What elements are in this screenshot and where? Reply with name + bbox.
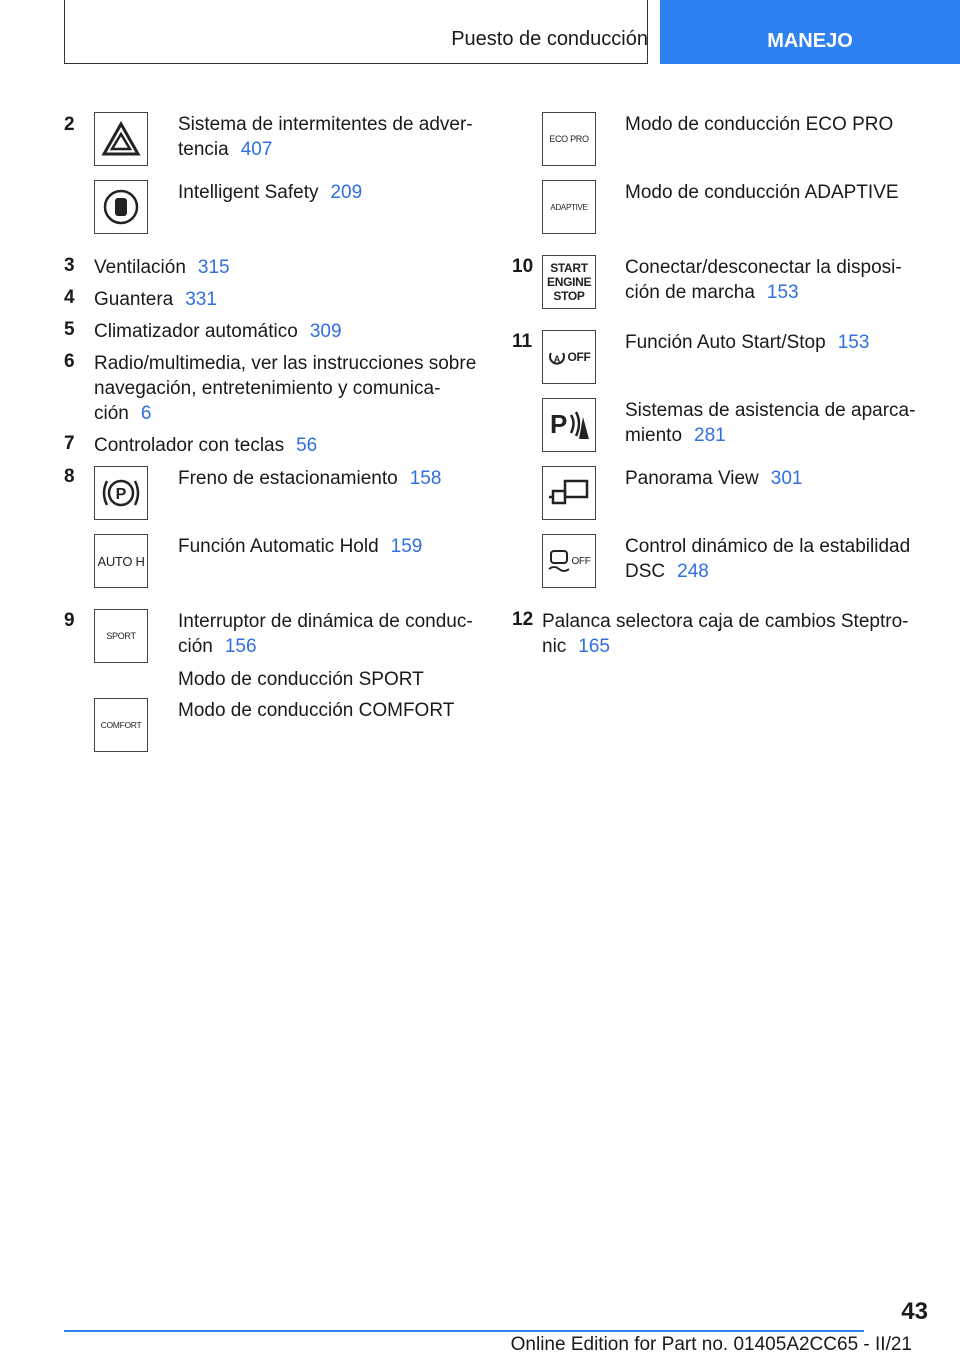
item-number: 5 (64, 319, 75, 340)
list-item: Modo de conducción ADAPTIVE (625, 182, 899, 203)
list-item: Sistema de intermitentes de adver- tencia 407 (178, 114, 473, 160)
list-item: Modo de conducción ECO PRO (625, 114, 894, 135)
sport-mode-icon: SPORT (94, 609, 148, 663)
park-assist-icon (542, 398, 596, 452)
adaptive-mode-icon: ADAPTIVE (542, 180, 596, 234)
svg-text:P: P (115, 486, 127, 503)
list-item: Panorama View 301 (625, 468, 803, 489)
page-ref-link[interactable]: 315 (197, 257, 230, 278)
auto-start-stop-off-icon: A OFF (542, 330, 596, 384)
header-chapter-tab[interactable]: MANEJO (660, 0, 960, 64)
list-item: Guantera 331 (94, 289, 217, 310)
panorama-view-icon (542, 466, 596, 520)
item-number: 10 (512, 256, 534, 277)
intelligent-safety-icon (94, 180, 148, 234)
item-number: 6 (64, 351, 75, 372)
page-ref-link[interactable]: 159 (390, 536, 423, 557)
list-item: Ventilación 315 (94, 257, 230, 278)
auto-hold-icon: AUTO H (94, 534, 148, 588)
list-item: Radio/multimedia, ver las instrucciones sobre navegación, entretenimiento y comunica- ción 6 (94, 353, 477, 424)
page-ref-link[interactable]: 309 (309, 321, 342, 342)
item-number: 12 (512, 609, 534, 630)
list-item: Función Auto Start/Stop 153 (625, 332, 870, 353)
page-ref-link[interactable]: 153 (766, 282, 799, 303)
list-item: Freno de estacionamiento 158 (178, 468, 442, 489)
page-ref-link[interactable]: 248 (677, 561, 709, 582)
page-ref-link[interactable]: 407 (240, 139, 273, 160)
header-section-title: Puesto de conducción (451, 28, 648, 50)
footer-edition-text: Online Edition for Part no. 01405A2CC65 - II/21 (510, 1334, 912, 1355)
comfort-mode-icon: COMFORT (94, 698, 148, 752)
eco-pro-mode-icon: ECO PRO (542, 112, 596, 166)
list-item: Función Automatic Hold 159 (178, 536, 423, 557)
item-number: 9 (64, 610, 75, 631)
page-ref-link[interactable]: 56 (296, 435, 318, 456)
svg-text:A: A (554, 354, 561, 364)
page-ref-link[interactable]: 6 (140, 403, 152, 424)
list-item: Controlador con teclas 56 (94, 435, 318, 456)
page-ref-link[interactable]: 281 (694, 425, 726, 446)
page-number: 43 (901, 1298, 928, 1325)
svg-text:P: P (550, 409, 568, 439)
list-item: Climatizador automático 309 (94, 321, 342, 342)
list-item: Sistemas de asistencia de aparca- miento 281 (625, 400, 916, 446)
parking-brake-icon (94, 466, 148, 520)
hazard-warning-icon (94, 112, 148, 166)
page-ref-link[interactable]: 156 (224, 636, 257, 657)
page-ref-link[interactable]: 301 (770, 468, 803, 489)
list-item: Conectar/desconectar la disposi- ción de marcha 153 (625, 257, 902, 303)
footer-divider (64, 1330, 864, 1332)
list-item: Interruptor de dinámica de conduc- ción 156 Modo de conducción SPORT (178, 611, 473, 690)
item-number: 2 (64, 114, 75, 135)
list-item: Intelligent Safety 209 (178, 182, 363, 203)
item-number: 4 (64, 287, 75, 308)
dsc-off-icon: OFF (542, 534, 596, 588)
page-ref-link[interactable]: 153 (837, 332, 870, 353)
list-item: Palanca selectora caja de cambios Steptro- nic 165 (542, 611, 909, 657)
page-ref-link[interactable]: 209 (330, 182, 363, 203)
item-number: 3 (64, 255, 75, 276)
page-ref-link[interactable]: 158 (409, 468, 442, 489)
item-number: 8 (64, 466, 75, 487)
list-item: Control dinámico de la estabilidad DSC 248 (625, 536, 911, 582)
item-number: 7 (64, 433, 75, 454)
page-ref-link[interactable]: 331 (185, 289, 217, 310)
list-item: Modo de conducción COMFORT (178, 700, 455, 721)
page-ref-link[interactable]: 165 (578, 636, 610, 657)
start-engine-stop-icon: START ENGINE STOP (542, 255, 596, 309)
item-number: 11 (512, 331, 533, 352)
